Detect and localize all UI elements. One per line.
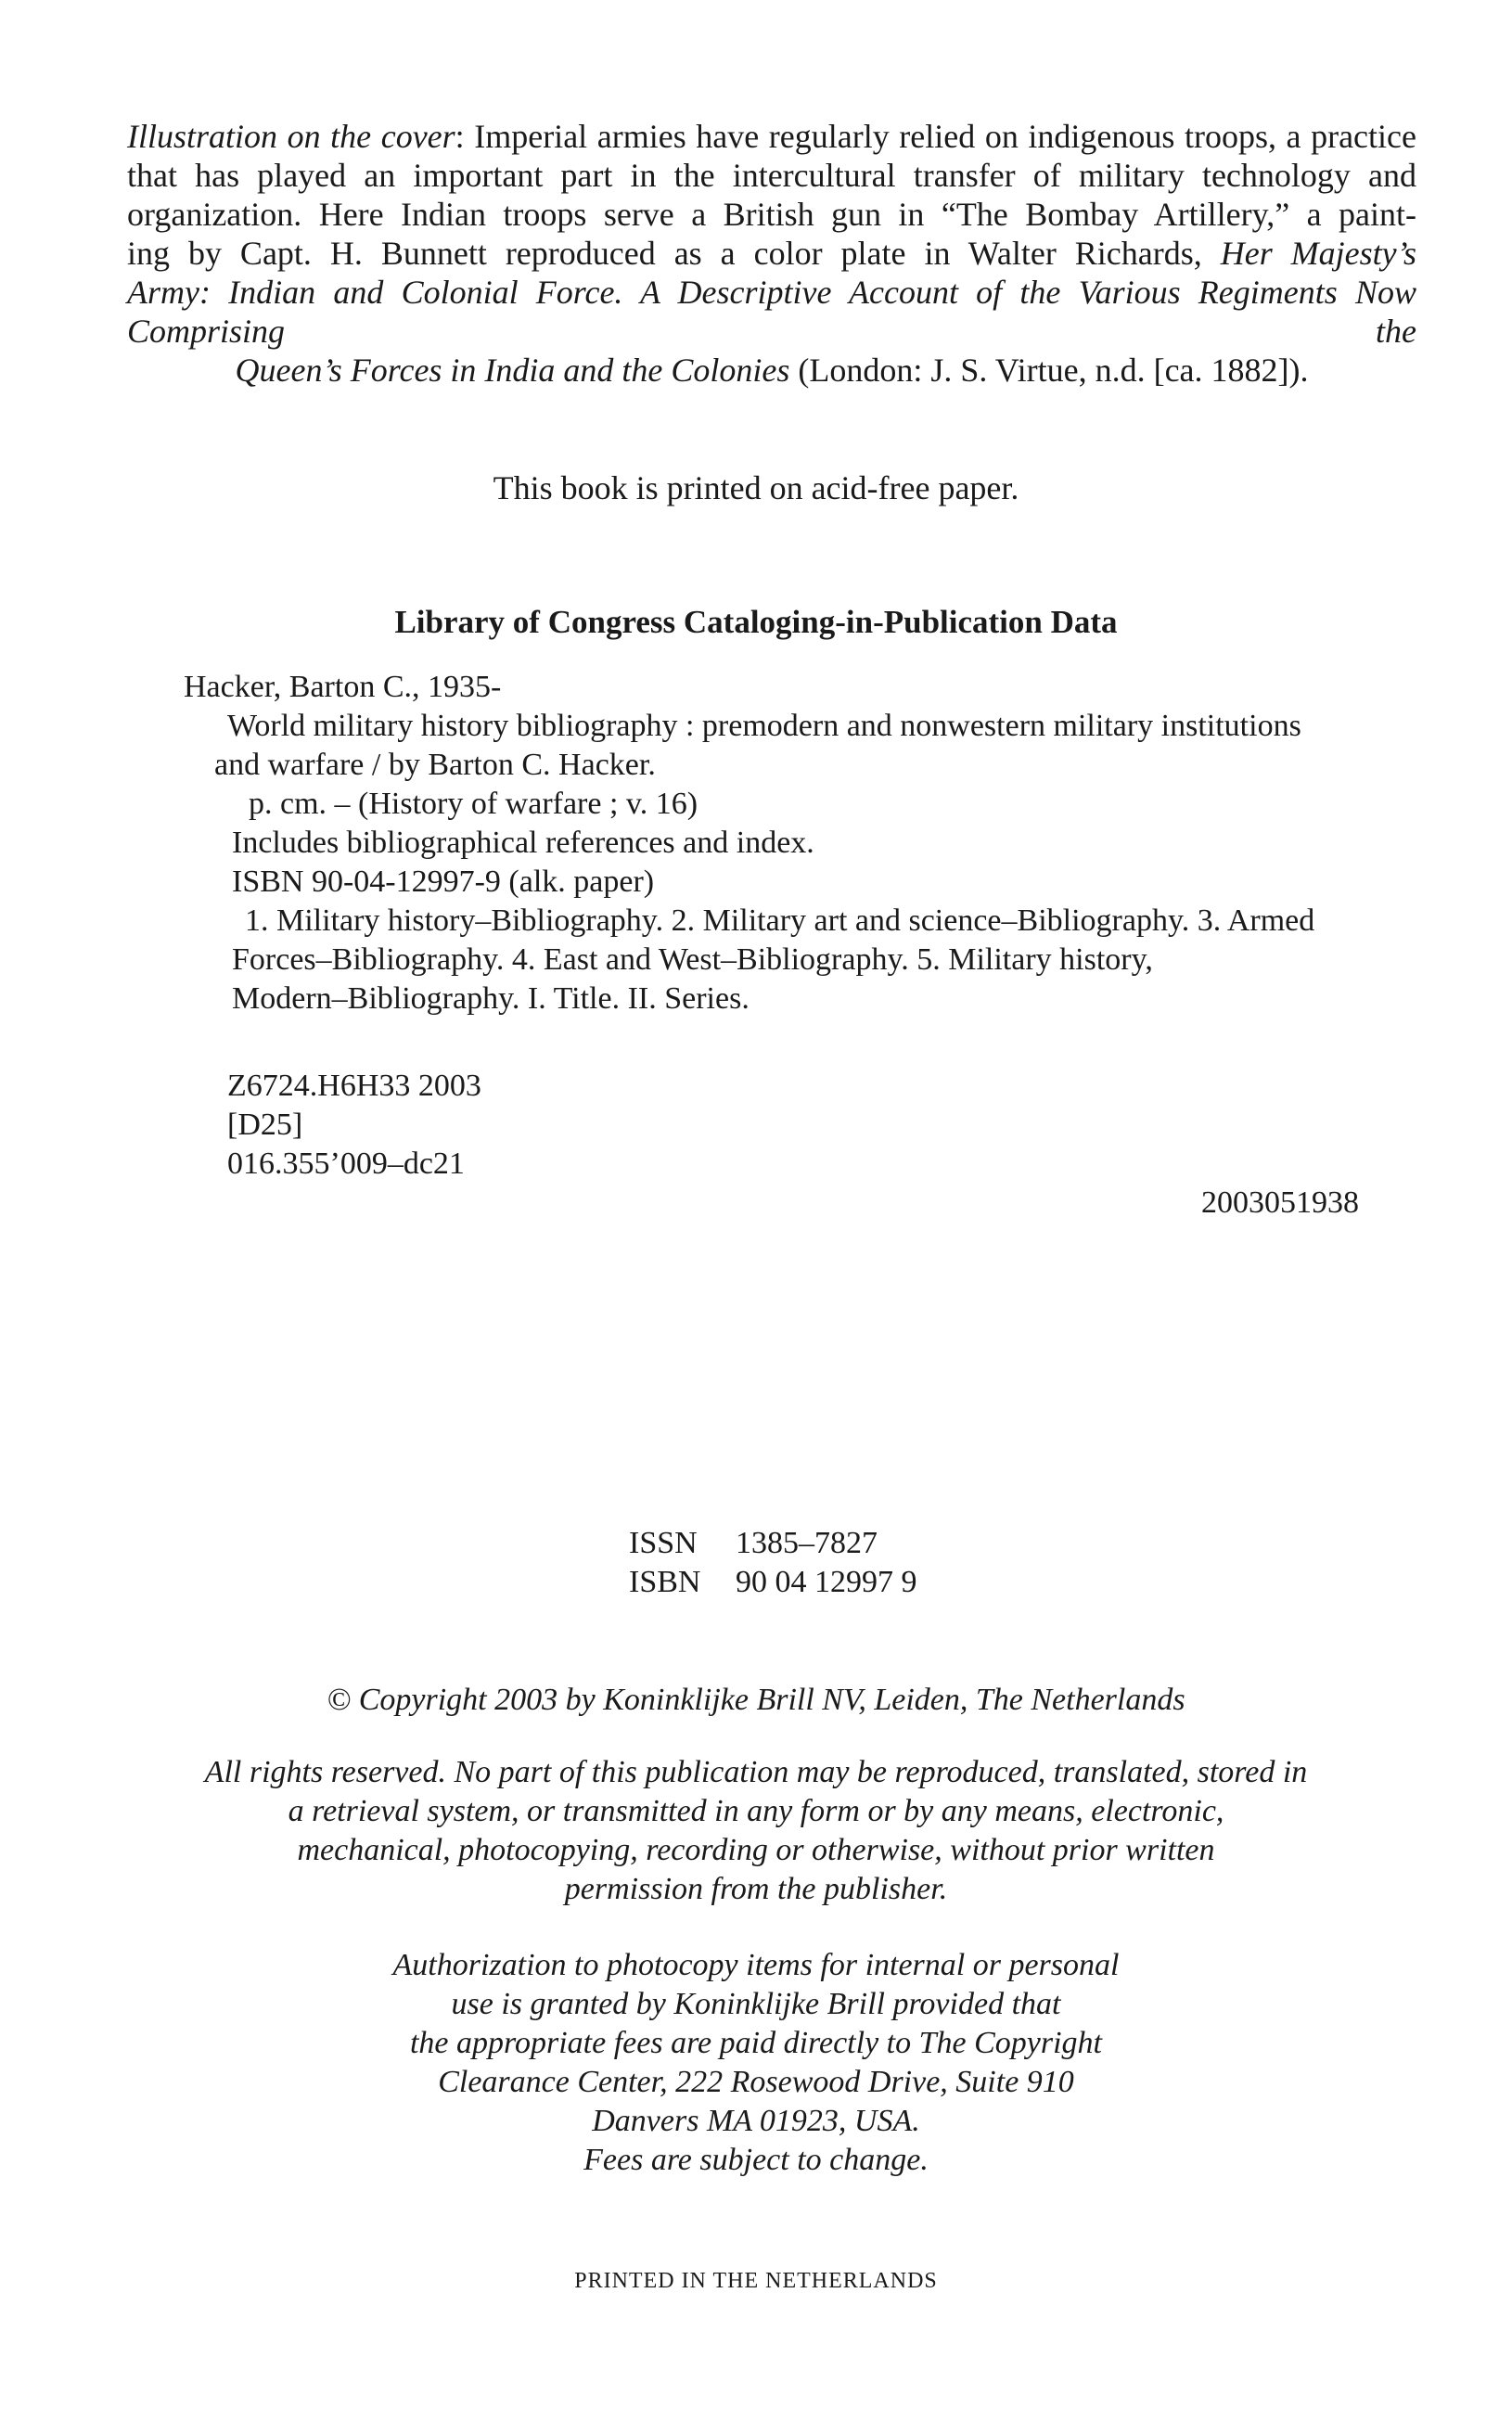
printed-in-notice: PRINTED IN THE NETHERLANDS [574, 2269, 938, 2293]
rights-reserved [0, 1753, 1512, 1909]
cip-title: World military history bibliography : premodern and nonwestern military institutions [227, 709, 1301, 743]
cover-illustration-note [127, 117, 1416, 390]
cip-includes: Includes bibliographical references and index. [232, 826, 814, 860]
photocopy-authorization [0, 1946, 1512, 2180]
cip-isbn: ISBN 90-04-12997-9 (alk. paper) [232, 865, 655, 899]
cip-heading: Library of Congress Cataloging-in-Publication Data [394, 604, 1118, 640]
cip-call-d: [D25] [227, 1108, 303, 1142]
cip-subjects: Forces–Bibliography. 4. East and West–Bibliography. 5. Military history, [232, 942, 1153, 977]
cip-subjects: 1. Military history–Bibliography. 2. Military art and science–Bibliography. 3. Armed [245, 903, 1315, 938]
cip-author: Hacker, Barton C., 1935- [184, 670, 502, 704]
cover-note-label: Illustration on the cover [127, 118, 455, 155]
cover-note-line [127, 351, 1416, 390]
cip-series: p. cm. – (History of warfare ; v. 16) [249, 787, 698, 821]
cip-dewey: 016.355’009–dc21 [227, 1146, 465, 1181]
rights-line: permission from the publisher. [564, 1872, 948, 1906]
issn-row [629, 1524, 917, 1563]
cover-note-text: : Imperial armies have regularly relied on indigenous troops, a practice [455, 118, 1416, 155]
cover-note-line: that has played an important part in the intercultural transfer of military technology and [127, 157, 1416, 194]
authorization-line: use is granted by Koninklijke Brill provided that [451, 1987, 1061, 2021]
cover-note-line [127, 117, 1416, 156]
cover-note-book-title: Army: Indian and Colonial Force. A Descriptive Account of the Various Regiments Now Comprising the [127, 274, 1416, 350]
id-value: 90 04 12997 9 [736, 1565, 917, 1599]
id-key: ISBN [629, 1565, 701, 1599]
id-key: ISSN [629, 1526, 698, 1560]
cip-call-number: Z6724.H6H33 2003 [227, 1069, 481, 1103]
rights-line: a retrieval system, or transmitted in any form or by any means, electronic, [288, 1794, 1224, 1828]
id-value: 1385–7827 [736, 1526, 878, 1560]
authorization-line: Authorization to photocopy items for internal or personal [392, 1948, 1120, 1982]
authorization-line: Danvers MA 01923, USA. [592, 2104, 920, 2138]
cover-note-line [127, 234, 1416, 273]
cover-note-book-title: Her Majesty’s [1220, 235, 1416, 272]
cover-note-book-title: Queen’s Forces in India and the Colonies [235, 352, 790, 389]
cip-subjects: Modern–Bibliography. I. Title. II. Series. [232, 981, 750, 1016]
cip-title: and warfare / by Barton C. Hacker. [214, 748, 656, 782]
copyright-line: © Copyright 2003 by Koninklijke Brill NV, Leiden, The Netherlands [327, 1683, 1185, 1717]
identifiers [629, 1524, 917, 1602]
cover-note-text: ing by Capt. H. Bunnett reproduced as a color plate in Walter Richards, [127, 235, 1202, 272]
cip-lccn: 2003051938 [1201, 1185, 1359, 1220]
authorization-line: Clearance Center, 222 Rosewood Drive, Suite 910 [438, 2065, 1074, 2099]
cover-note-line: organization. Here Indian troops serve a British gun in “The Bombay Artillery,” a paint- [127, 196, 1416, 233]
authorization-line: the appropriate fees are paid directly to The Copyright [409, 2026, 1102, 2060]
cover-note-text: (London: J. S. Virtue, n.d. [ca. 1882]). [789, 352, 1309, 389]
rights-line: mechanical, photocopying, recording or otherwise, without prior written [297, 1833, 1215, 1867]
rights-line: All rights reserved. No part of this publication may be reproduced, translated, stored in [204, 1755, 1308, 1789]
authorization-line: Fees are subject to change. [583, 2143, 929, 2177]
acid-free-notice: This book is printed on acid-free paper. [493, 469, 1019, 506]
isbn-row [629, 1563, 917, 1602]
